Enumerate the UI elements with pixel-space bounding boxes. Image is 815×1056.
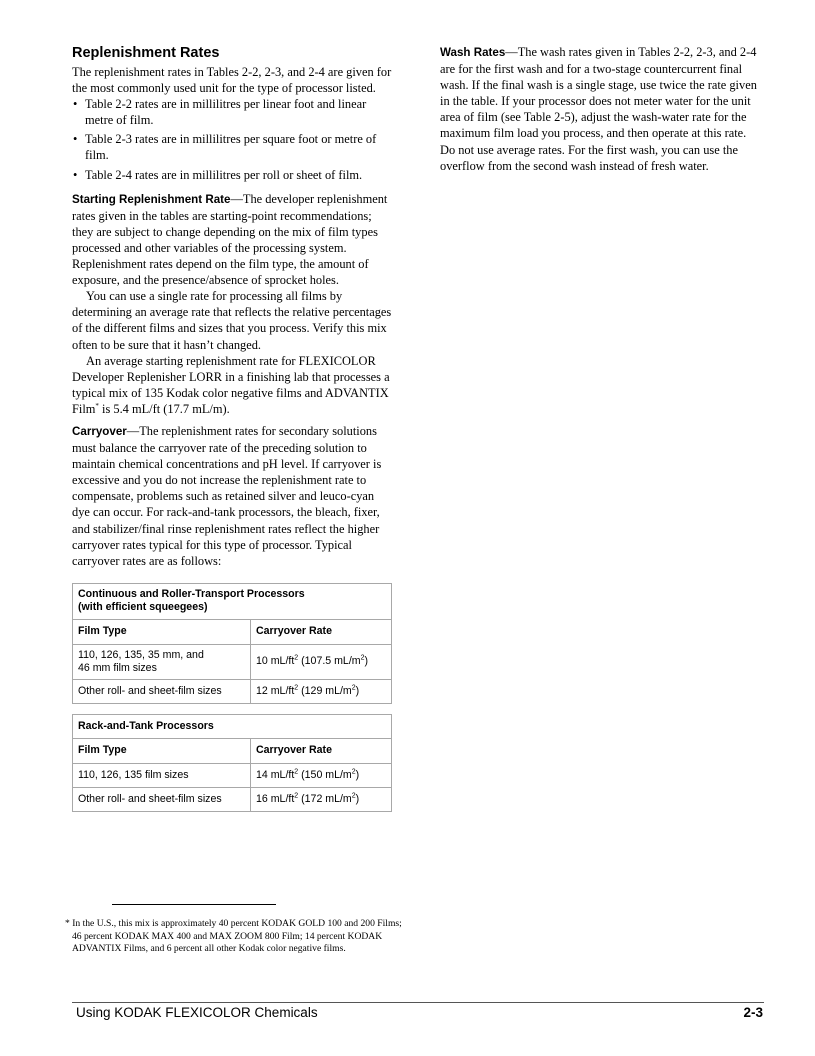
film-type-cell: 110, 126, 135 film sizes	[73, 763, 251, 787]
table-row	[73, 679, 392, 703]
starting-rate-paragraph: Starting Replenishment Rate—The developer replenishment rates given in the tables are starting-point recommendations; they are subject to change depending on the mix of film types processed and other variables of the processing system. Replenishment rates depend on the film type, the amount of exposure, and the presence/absence of sprocket holes.	[72, 191, 388, 288]
footnote-divider	[112, 904, 276, 905]
film-type-cell: Other roll- and sheet-film sizes	[73, 787, 251, 811]
wash-rates-paragraph: Wash Rates—The wash rates given in Tables 2-2, 2-3, and 2-4 are for the first wash and for a two-stage countercurrent final wash. If the final wash is a single stage, use twice the rate given in the table. If your processor does not meter water for the unit area of film (see Table 2-5), adjust the wash-water rate for the maximum film load you process, and then operate at this rate. Do not use average rates. For the first wash, you can use the overflow from the second wash instead of fresh water.	[440, 45, 757, 173]
average-rate-paragraph: An average starting replenishment rate for FLEXICOLOR Developer Replenisher LORR in a finishing lab that processes a typical mix of 135 Kodak color negative films and ADVANTIX Film* is 5.4 mL/ft (17.7 mL/m).	[72, 353, 390, 416]
starting-rate-label: Starting Replenishment Rate	[72, 192, 231, 206]
rate-units-list	[72, 96, 392, 182]
carryover-paragraph: Carryover—The replenishment rates for secondary solutions must balance the carryover rate of the preceding solution to maintain chemical concentrations and pH level. If carryover is excessive and you do not increase the replenishment rate to compensate, problems such as retained silver and leuco-cyan dye can occur. For rack-and-tank processors, the bleach, fixer, and stabilizer/final rinse replenishment rates reflect the higher carryover rates typical for this type of processor. Typical carryover rates are as follows:	[72, 423, 382, 568]
table-row	[73, 787, 392, 811]
column-header-carryover-rate: Carryover Rate	[251, 738, 392, 763]
rack-and-tank-table	[72, 714, 392, 812]
carryover-rate-cell: 14 $mL/ft^2$ (150 $mL/m^2$)	[251, 763, 392, 787]
table-row	[73, 763, 392, 787]
left-column	[72, 44, 392, 812]
column-header-film-type: Film Type	[73, 619, 251, 644]
table-row	[73, 644, 392, 679]
footer-title: Using KODAK FLEXICOLOR Chemicals	[76, 1005, 318, 1020]
footnote: * In the U.S., this mix is approximately 40 percent KODAK GOLD 100 and 200 Films; 46 percent KODAK MAX 400 and MAX ZOOM 800 Film; 14 percent KODAK ADVANTIX Films, and 6 percent all other Kodak color negative films.	[65, 918, 402, 954]
film-type-cell: Other roll- and sheet-film sizes	[73, 679, 251, 703]
carryover-rate-cell: 16 $mL/ft^2$ (172 $mL/m^2$)	[251, 787, 392, 811]
continuous-processors-table	[72, 583, 392, 704]
table-caption: Continuous and Roller-Transport Processors (with efficient squeegees)	[73, 583, 392, 619]
column-header-film-type: Film Type	[73, 738, 251, 763]
footnote-reference[interactable]: *	[95, 401, 99, 410]
list-item: • Table 2-3 rates are in millilitres per square foot or metre of film.	[73, 132, 377, 163]
table-caption: Rack-and-Tank Processors	[73, 714, 392, 738]
list-item: • Table 2-2 rates are in millilitres per linear foot and linear metre of film.	[73, 97, 367, 128]
column-header-carryover-rate: Carryover Rate	[251, 619, 392, 644]
page-number: 2-3	[743, 1005, 763, 1020]
single-rate-paragraph: You can use a single rate for processing all films by determining an average rate that reflects the relative percentages of the different films and sizes that you process. Verify this mix often to be sure that it hasn’t changed.	[72, 289, 392, 352]
carryover-rate-cell: 10 $mL/ft^2$ (107.5 $mL/m^2$)	[251, 644, 392, 679]
section-heading: Replenishment Rates	[72, 45, 220, 61]
carryover-label: Carryover	[72, 424, 127, 438]
list-item: • Table 2-4 rates are in millilitres per roll or sheet of film.	[73, 167, 363, 182]
carryover-rate-cell: 12 $mL/ft^2$ (129 $mL/m^2$)	[251, 679, 392, 703]
bullet-icon: •	[73, 132, 78, 147]
footer-divider	[72, 1002, 764, 1003]
bullet-icon: •	[73, 97, 78, 112]
right-column	[440, 44, 762, 174]
intro-paragraph: The replenishment rates in Tables 2-2, 2-3, and 2-4 are given for the most commonly used unit for the type of processor listed.	[72, 65, 392, 96]
wash-rates-label: Wash Rates	[440, 46, 506, 59]
bullet-icon: •	[73, 167, 78, 182]
film-type-cell: 110, 126, 135, 35 mm, and 46 mm film sizes	[73, 644, 251, 679]
